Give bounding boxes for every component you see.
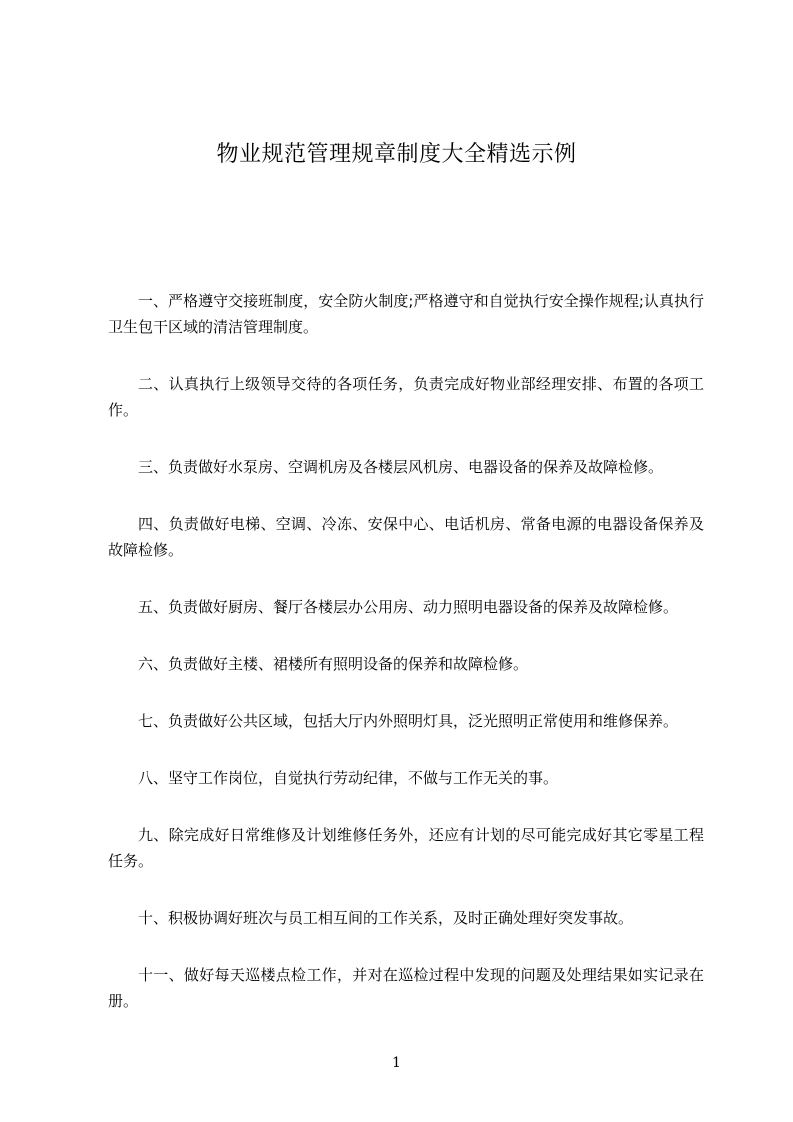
- rule-paragraph-8: 八、坚守工作岗位，自觉执行劳动纪律，不做与工作无关的事。: [138, 769, 559, 787]
- rules-list: [108, 288, 704, 1045]
- page-number: 1: [392, 1055, 401, 1071]
- rule-paragraph-5: 五、负责做好厨房、餐厅各楼层办公用房、动力照明电器设备的保养及故障检修。: [138, 598, 679, 616]
- rule-paragraph-4: 四、负责做好电梯、空调、冷冻、安保中心、电话机房、常备电源的电器设备保养及故障检修。: [108, 515, 704, 559]
- rule-paragraph-3: 三、负责做好水泵房、空调机房及各楼层风机房、电器设备的保养及故障检修。: [138, 458, 664, 476]
- rule-paragraph-10: 十、积极协调好班次与员工相互间的工作关系，及时正确处理好突发事故。: [138, 909, 634, 927]
- rule-paragraph-9: 九、除完成好日常维修及计划维修任务外，还应有计划的尽可能完成好其它零星工程任务。: [108, 826, 704, 870]
- rule-paragraph-2: 二、认真执行上级领导交待的各项任务，负责完成好物业部经理安排、布置的各项工作。: [108, 375, 704, 419]
- rule-paragraph-6: 六、负责做好主楼、裙楼所有照明设备的保养和故障检修。: [138, 655, 529, 673]
- rule-paragraph-11: 十一、做好每天巡楼点检工作，并对在巡检过程中发现的问题及处理结果如实记录在册。: [108, 966, 704, 1010]
- rule-paragraph-1: 一、严格遵守交接班制度，安全防火制度;严格遵守和自觉执行安全操作规程;认真执行卫生包干区域的清洁管理制度。: [108, 292, 704, 336]
- rule-paragraph-7: 七、负责做好公共区域，包括大厅内外照明灯具，泛光照明正常使用和维修保养。: [138, 712, 679, 730]
- page-title: 物业规范管理规章制度大全精选示例: [216, 142, 577, 167]
